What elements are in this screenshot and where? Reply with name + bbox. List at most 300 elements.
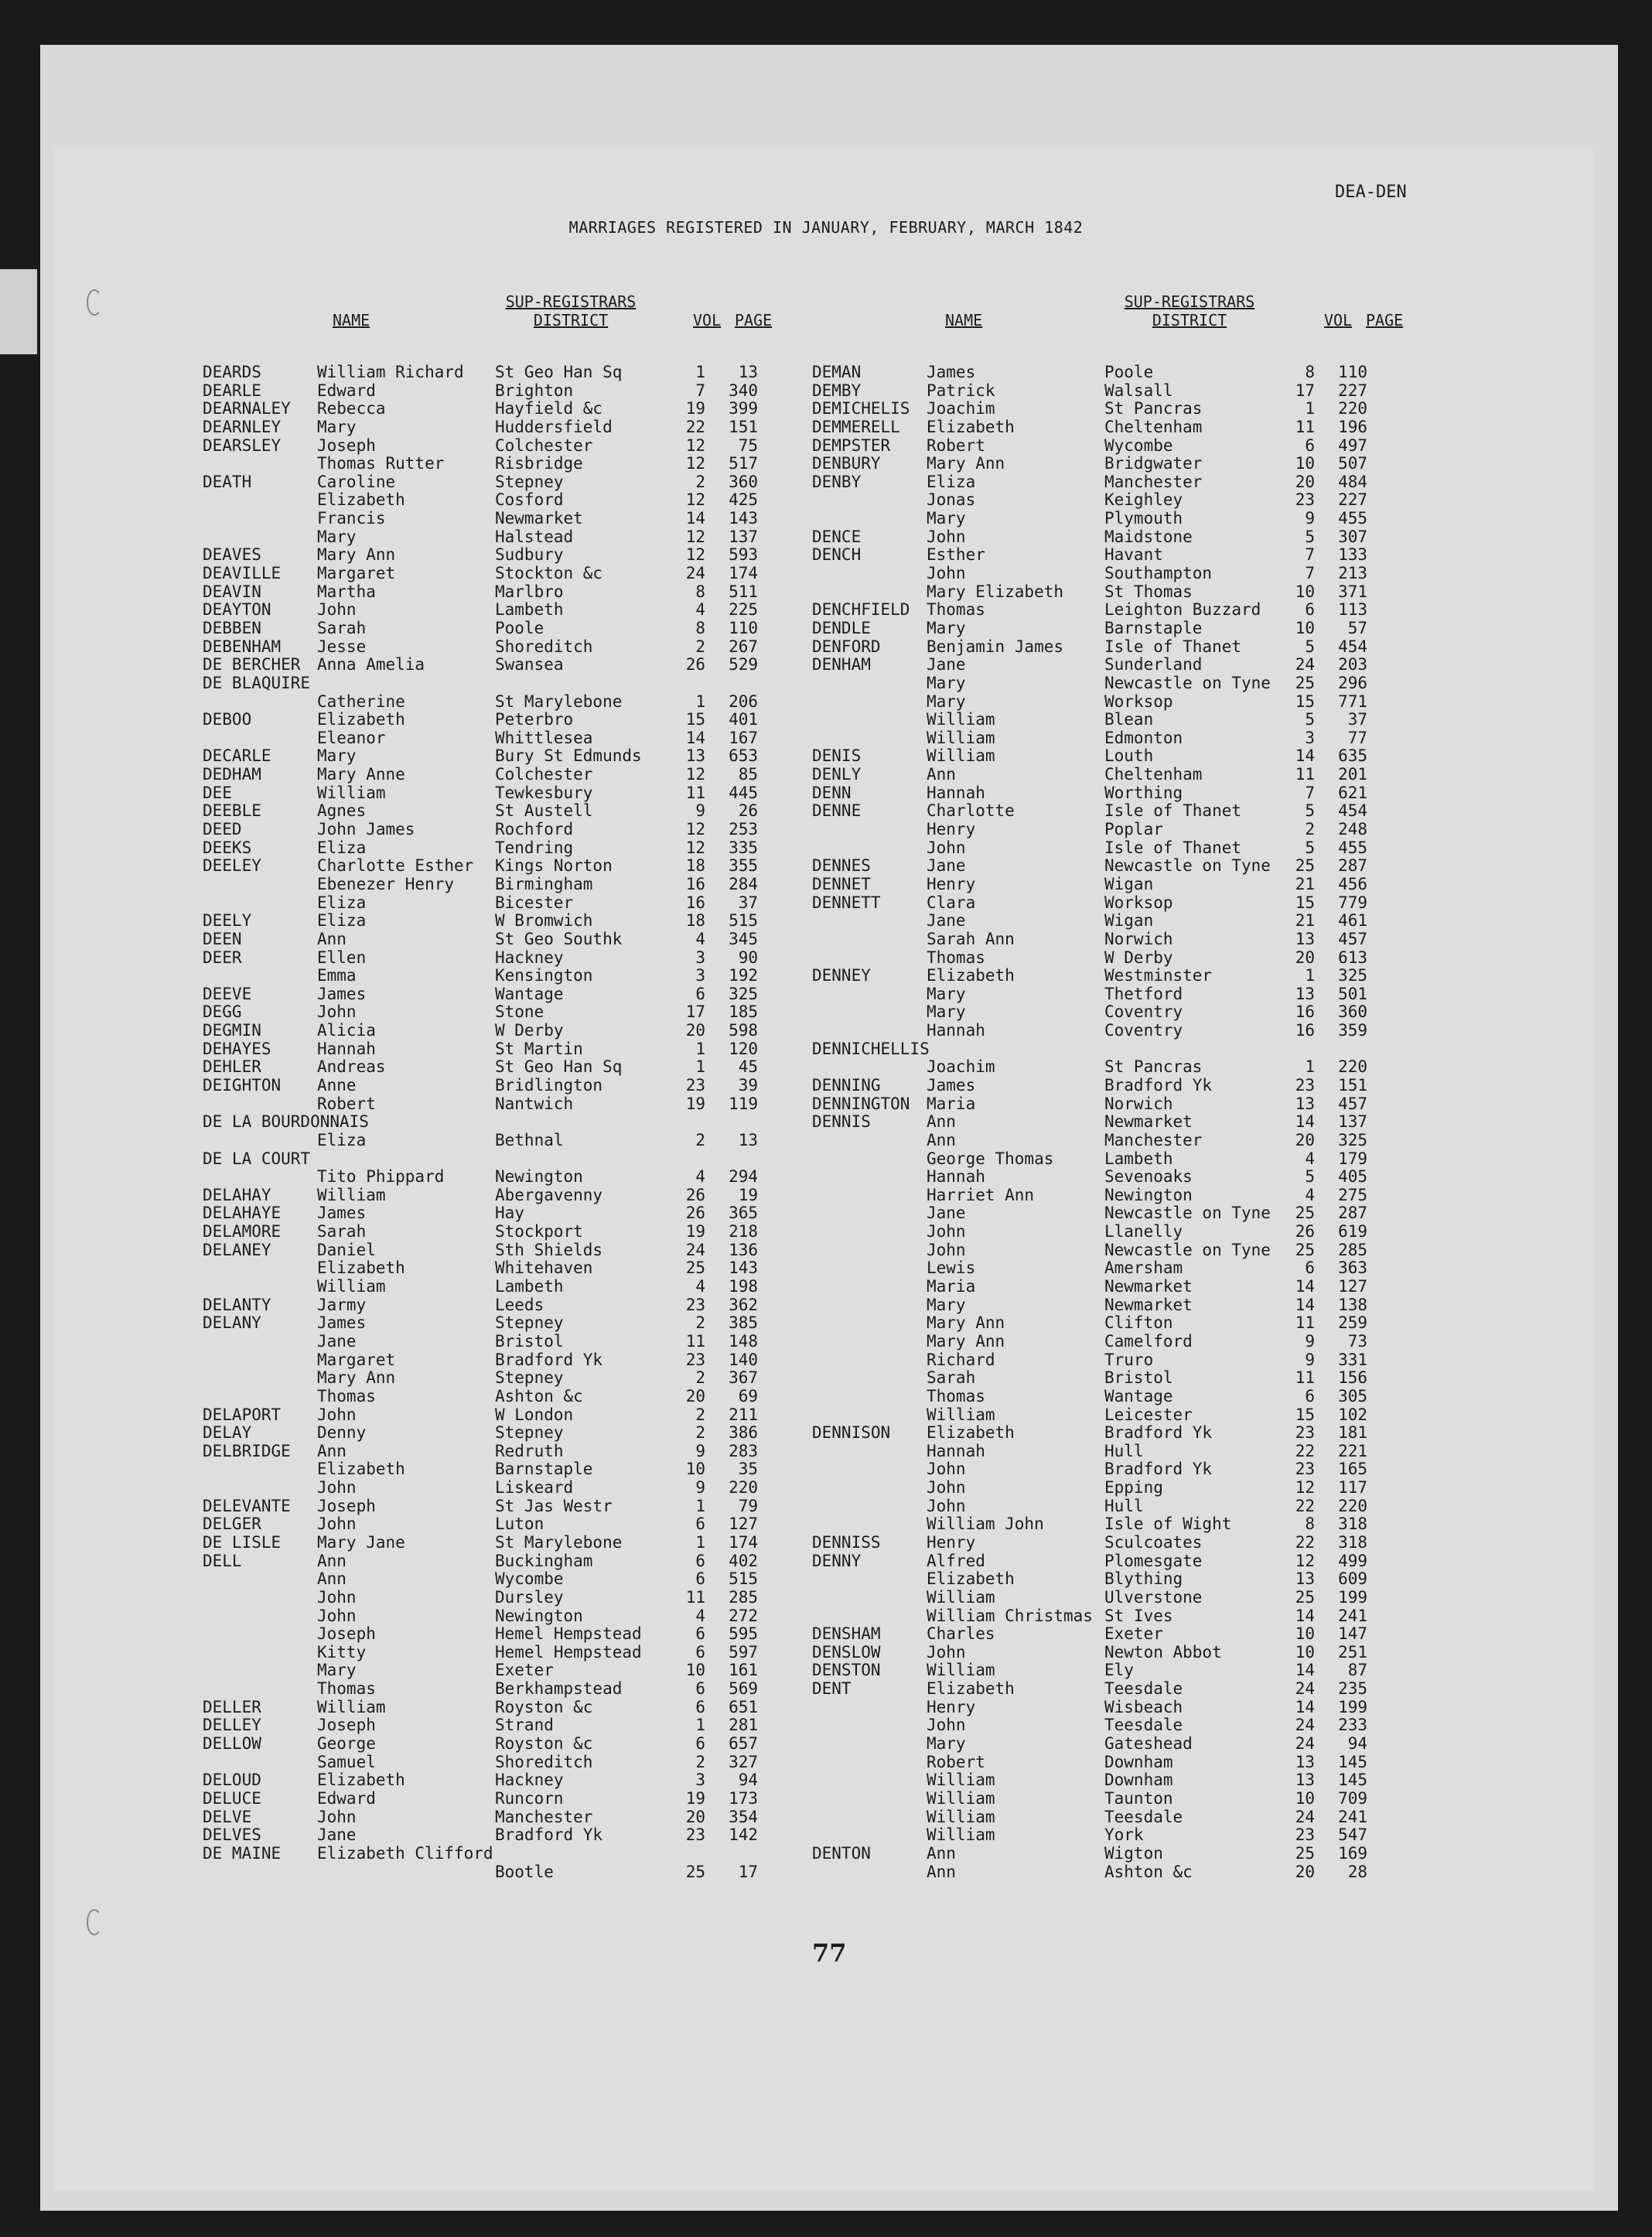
district: Exeter [1104, 1624, 1163, 1644]
forename: Mary [317, 527, 357, 546]
district: St Jas Westr [495, 1496, 613, 1515]
forename: William [317, 783, 386, 802]
district: Havant [1104, 545, 1163, 565]
forename: Eliza [317, 1130, 367, 1149]
volume: 15 [1295, 893, 1315, 912]
surname: DEMBY [812, 381, 862, 400]
volume: 3 [695, 948, 705, 967]
surname: DEHAYES [203, 1039, 271, 1058]
volume: 7 [1305, 545, 1315, 565]
forename: Thomas [317, 1679, 376, 1699]
forename: William [927, 710, 995, 729]
page: 307 [1338, 527, 1367, 546]
volume: 19 [685, 1094, 705, 1113]
vol-header-left: VOL [693, 311, 722, 330]
district: Hayfield &c [495, 399, 603, 418]
district: Birmingham [495, 874, 593, 893]
page: 359 [1338, 1021, 1367, 1040]
page: 167 [729, 728, 758, 747]
forename: Mary [927, 1295, 966, 1314]
district: Kings Norton [495, 856, 613, 876]
district: Shoreditch [495, 637, 593, 656]
page: 259 [1338, 1313, 1367, 1333]
forename: Martha [317, 582, 376, 601]
surname: DEBENHAM [203, 637, 282, 656]
surname: DELEVANTE [203, 1496, 291, 1515]
page: 143 [729, 509, 758, 528]
page: 227 [1338, 490, 1367, 510]
volume: 5 [1305, 801, 1315, 821]
volume: 12 [685, 454, 705, 473]
page: 456 [1338, 874, 1367, 893]
district: Bridgwater [1104, 454, 1203, 473]
forename: Sarah [317, 618, 367, 637]
surname: DENNISS [812, 1533, 881, 1552]
page: 657 [729, 1734, 758, 1754]
volume: 3 [1305, 728, 1315, 747]
forename: Catherine [317, 692, 405, 711]
forename: Elizabeth [317, 1460, 405, 1479]
forename: William [317, 1185, 386, 1204]
page: 185 [729, 1002, 758, 1022]
page: 145 [1338, 1771, 1367, 1790]
page: 613 [1338, 948, 1367, 967]
volume: 11 [1295, 765, 1315, 784]
district: Colchester [495, 435, 593, 455]
district: Wycombe [495, 1569, 564, 1589]
forename: Sarah [317, 1222, 367, 1241]
page: 94 [1347, 1734, 1367, 1754]
page: 354 [729, 1807, 758, 1826]
district: Louth [1104, 746, 1154, 766]
district: Newcastle on Tyne [1104, 673, 1271, 692]
forename: James [317, 1204, 367, 1223]
volume: 1 [1305, 1057, 1315, 1077]
surname: DE BLAQUIRE [203, 673, 311, 692]
district: Teesdale [1104, 1716, 1183, 1735]
volume: 16 [1295, 1002, 1315, 1022]
volume: 6 [1305, 600, 1315, 620]
page: 401 [729, 710, 758, 729]
surname: DEATH [203, 472, 252, 491]
page-number: 77 [812, 1938, 847, 1968]
forename: James [927, 363, 976, 381]
volume: 10 [1295, 582, 1315, 601]
district: W Derby [1104, 948, 1173, 967]
page: 598 [729, 1021, 758, 1040]
forename: William Christmas [927, 1606, 1093, 1625]
volume: 2 [1305, 820, 1315, 839]
forename: Thomas [927, 1386, 985, 1405]
forename: Elizabeth [317, 710, 405, 729]
forename: Thomas [927, 600, 985, 620]
page: 363 [1338, 1259, 1367, 1278]
volume: 4 [695, 1277, 705, 1296]
surname: DELBRIDGE [203, 1441, 291, 1460]
volume: 6 [695, 1697, 705, 1716]
page: 405 [1338, 1167, 1367, 1187]
district: Wycombe [1104, 435, 1173, 455]
page: 136 [729, 1240, 758, 1259]
forename: William [927, 1661, 995, 1680]
district: Brighton [495, 381, 574, 400]
volume: 1 [695, 692, 705, 711]
forename: John [317, 1606, 357, 1625]
volume: 23 [685, 1075, 705, 1095]
district: Leeds [495, 1295, 544, 1314]
page: 511 [729, 582, 758, 601]
page-header-left: PAGE [735, 311, 773, 330]
forename: Mary [927, 509, 966, 528]
surname: DEMAN [812, 363, 862, 381]
page: 296 [1338, 673, 1367, 692]
forename: Ann [927, 765, 956, 784]
volume: 20 [1295, 472, 1315, 491]
volume: 25 [685, 1862, 705, 1881]
district: Blean [1104, 710, 1154, 729]
page: 318 [1338, 1533, 1367, 1552]
page: 425 [729, 490, 758, 510]
volume: 13 [1295, 1094, 1315, 1113]
district: Wantage [1104, 1386, 1173, 1405]
surname: DENCE [812, 527, 862, 546]
volume: 2 [695, 1405, 705, 1424]
surname: DEAYTON [203, 600, 271, 620]
volume: 9 [1305, 1350, 1315, 1369]
surname: DELGER [203, 1515, 261, 1534]
district: Southampton [1104, 564, 1213, 583]
district: Cheltenham [1104, 765, 1203, 784]
forename: Margaret [317, 1350, 396, 1369]
forename: William [927, 1788, 995, 1808]
forename: James [317, 1313, 367, 1333]
surname: DELANTY [203, 1295, 271, 1314]
volume: 9 [695, 1478, 705, 1498]
district: Risbridge [495, 454, 583, 473]
forename: Alfred [927, 1551, 985, 1570]
district: Keighley [1104, 490, 1183, 510]
district: York [1104, 1825, 1144, 1845]
page: 457 [1338, 929, 1367, 948]
forename: Joachim [927, 1057, 995, 1077]
district: Teesdale [1104, 1807, 1183, 1826]
district: Manchester [495, 1807, 593, 1826]
page: 94 [738, 1771, 758, 1790]
district: Buckingham [495, 1551, 593, 1570]
surname: DELVE [203, 1807, 252, 1826]
district-header-line2: DISTRICT [533, 311, 609, 330]
volume: 1 [695, 363, 705, 381]
volume: 26 [685, 1204, 705, 1223]
page: 206 [729, 692, 758, 711]
page: 192 [729, 966, 758, 985]
page: 19 [738, 1185, 758, 1204]
forename: Thomas [317, 1386, 376, 1405]
name-header-left: NAME [333, 311, 370, 330]
page: 445 [729, 783, 758, 802]
district: Newington [495, 1606, 583, 1625]
district: Downham [1104, 1752, 1173, 1771]
district: Hemel Hempstead [495, 1642, 642, 1662]
forename: Daniel [317, 1240, 376, 1259]
page: 454 [1338, 801, 1367, 821]
forename: Joseph [317, 1716, 376, 1735]
surname: DEELY [203, 911, 252, 931]
volume: 13 [1295, 1771, 1315, 1790]
district: Maidstone [1104, 527, 1193, 546]
forename: John [927, 1240, 966, 1259]
page: 499 [1338, 1551, 1367, 1570]
forename: Mary Elizabeth [927, 582, 1064, 601]
forename: Ann [927, 1843, 956, 1863]
surname: DENNE [812, 801, 862, 821]
page: 360 [1338, 1002, 1367, 1022]
surname: DEHLER [203, 1057, 261, 1077]
district: Hay [495, 1204, 524, 1223]
volume: 1 [1305, 966, 1315, 985]
district: Westminster [1104, 966, 1213, 985]
page: 285 [1338, 1240, 1367, 1259]
district: Worksop [1104, 893, 1173, 912]
volume: 6 [695, 1734, 705, 1754]
district: Bridlington [495, 1075, 603, 1095]
volume: 23 [1295, 1825, 1315, 1845]
forename: Henry [927, 820, 976, 839]
district: Newington [1104, 1185, 1193, 1204]
forename: Andreas [317, 1057, 386, 1077]
surname: DENNINGTON [812, 1094, 910, 1113]
page: 360 [729, 472, 758, 491]
volume: 2 [695, 1130, 705, 1149]
volume: 1 [695, 1716, 705, 1735]
page: 169 [1338, 1843, 1367, 1863]
district: Newcastle on Tyne [1104, 1240, 1271, 1259]
page: 13 [738, 1130, 758, 1149]
surname: DEMICHELIS [812, 399, 910, 418]
surname: DEIGHTON [203, 1075, 282, 1095]
volume: 13 [685, 746, 705, 766]
volume: 12 [685, 435, 705, 455]
forename: William [927, 1587, 995, 1607]
page: 515 [729, 911, 758, 931]
district: Wigan [1104, 911, 1154, 931]
page: 507 [1338, 454, 1367, 473]
page: 709 [1338, 1788, 1367, 1808]
forename: Henry [927, 1533, 976, 1552]
district: W London [495, 1405, 574, 1424]
page: 253 [729, 820, 758, 839]
forename: John James [317, 820, 415, 839]
volume: 10 [685, 1661, 705, 1680]
page: 199 [1338, 1587, 1367, 1607]
page: 327 [729, 1752, 758, 1771]
forename: Kitty [317, 1642, 367, 1662]
page: 651 [729, 1697, 758, 1716]
page: 198 [729, 1277, 758, 1296]
page: 241 [1338, 1807, 1367, 1826]
district: Isle of Wight [1104, 1515, 1232, 1534]
volume: 24 [685, 1240, 705, 1259]
forename: Ann [317, 1569, 346, 1589]
forename: Elizabeth [927, 966, 1015, 985]
surname: DENNY [812, 1551, 862, 1570]
surname: DENNIS [812, 1112, 871, 1132]
page: 174 [729, 564, 758, 583]
district: Whittlesea [495, 728, 593, 747]
volume: 20 [685, 1021, 705, 1040]
surname: DE LA COURT [203, 1149, 311, 1168]
forename: Elizabeth [927, 1569, 1015, 1589]
district: Camelford [1104, 1331, 1193, 1351]
surname: DEMMERELL [812, 417, 900, 436]
district: Llanelly [1104, 1222, 1183, 1241]
volume: 24 [1295, 1807, 1315, 1826]
page: 281 [729, 1716, 758, 1735]
volume: 15 [685, 710, 705, 729]
district: Liskeard [495, 1478, 574, 1498]
page: 484 [1338, 472, 1367, 491]
forename: William [927, 1807, 995, 1826]
district: Strand [495, 1716, 554, 1735]
page: 90 [738, 948, 758, 967]
district: Colchester [495, 765, 593, 784]
forename: Anne [317, 1075, 357, 1095]
district: Isle of Thanet [1104, 637, 1242, 656]
district: Ely [1104, 1661, 1134, 1680]
forename: Hannah [927, 1021, 985, 1040]
district: Rochford [495, 820, 574, 839]
district-header-left [493, 292, 648, 330]
district: Stepney [495, 1313, 564, 1333]
page: 241 [1338, 1606, 1367, 1625]
volume: 14 [1295, 1661, 1315, 1680]
volume: 8 [1305, 363, 1315, 381]
volume: 4 [695, 929, 705, 948]
page: 28 [1347, 1862, 1367, 1881]
district: Redruth [495, 1441, 564, 1460]
page: 402 [729, 1551, 758, 1570]
page: 17 [738, 1862, 758, 1881]
volume: 6 [695, 1679, 705, 1699]
district: Bicester [495, 893, 574, 912]
forename: Agnes [317, 801, 367, 821]
page: 609 [1338, 1569, 1367, 1589]
surname: DEGG [203, 1002, 242, 1022]
volume: 14 [1295, 1112, 1315, 1132]
district: Leicester [1104, 1405, 1193, 1424]
district: Newmarket [1104, 1295, 1193, 1314]
volume: 10 [1295, 1788, 1315, 1808]
district: Stepney [495, 472, 564, 491]
district: Stepney [495, 1368, 564, 1388]
page: 619 [1338, 1222, 1367, 1241]
forename: Alicia [317, 1021, 376, 1040]
district: Thetford [1104, 984, 1183, 1003]
forename: Ellen [317, 948, 367, 967]
surname: DELUCE [203, 1788, 261, 1808]
district: Kensington [495, 966, 593, 985]
forename: Samuel [317, 1752, 376, 1771]
volume: 22 [1295, 1496, 1315, 1515]
district: Hull [1104, 1441, 1144, 1460]
forename: William John [927, 1515, 1044, 1534]
surname: DENNET [812, 874, 871, 893]
volume: 11 [685, 1587, 705, 1607]
page: 325 [1338, 1130, 1367, 1149]
volume: 9 [1305, 1331, 1315, 1351]
volume: 25 [1295, 1240, 1315, 1259]
page: 75 [738, 435, 758, 455]
volume: 4 [695, 1167, 705, 1187]
forename: Mary [927, 1734, 966, 1754]
district: Nantwich [495, 1094, 574, 1113]
district: Barnstaple [495, 1460, 593, 1479]
district: Teesdale [1104, 1679, 1183, 1699]
page: 179 [1338, 1149, 1367, 1168]
surname: DELLOW [203, 1734, 261, 1754]
surname: DENNICHELLIS [812, 1039, 930, 1058]
page: 331 [1338, 1350, 1367, 1369]
volume: 10 [1295, 618, 1315, 637]
surname: DENCH [812, 545, 862, 565]
volume: 1 [695, 1533, 705, 1552]
page: 287 [1338, 1204, 1367, 1223]
volume: 20 [1295, 1862, 1315, 1881]
district: St Marylebone [495, 1533, 623, 1552]
volume: 13 [1295, 1752, 1315, 1771]
forename: Esther [927, 545, 985, 565]
volume: 25 [1295, 1843, 1315, 1863]
district: Luton [495, 1515, 544, 1534]
surname: DENNING [812, 1075, 881, 1095]
volume: 4 [1305, 1149, 1315, 1168]
page: 119 [729, 1094, 758, 1113]
volume: 6 [695, 1642, 705, 1662]
volume: 2 [695, 1423, 705, 1443]
page: 87 [1347, 1661, 1367, 1680]
district: Poole [1104, 363, 1154, 381]
forename: James [317, 984, 367, 1003]
district: Bethnal [495, 1130, 564, 1149]
forename: Eliza [317, 893, 367, 912]
page: 39 [738, 1075, 758, 1095]
forename: Mary [927, 692, 966, 711]
surname: DEAVES [203, 545, 261, 565]
page: 220 [729, 1478, 758, 1498]
page: 73 [1347, 1331, 1367, 1351]
volume: 14 [685, 728, 705, 747]
volume: 12 [1295, 1478, 1315, 1498]
page: 595 [729, 1624, 758, 1644]
forename: Ann [927, 1862, 956, 1881]
volume: 25 [685, 1259, 705, 1278]
volume: 23 [685, 1295, 705, 1314]
forename: Ann [317, 1441, 346, 1460]
surname: DEGMIN [203, 1021, 261, 1040]
forename: Tito Phippard [317, 1167, 445, 1187]
page: 461 [1338, 911, 1367, 931]
forename: Edward [317, 1788, 376, 1808]
volume: 12 [685, 527, 705, 546]
forename: Jane [317, 1331, 357, 1351]
surname: DENNETT [812, 893, 881, 912]
forename: George [317, 1734, 376, 1754]
page: 233 [1338, 1716, 1367, 1735]
surname: DEE [203, 783, 232, 802]
page: 151 [729, 417, 758, 436]
page: 199 [1338, 1697, 1367, 1716]
forename: William [927, 1825, 995, 1845]
